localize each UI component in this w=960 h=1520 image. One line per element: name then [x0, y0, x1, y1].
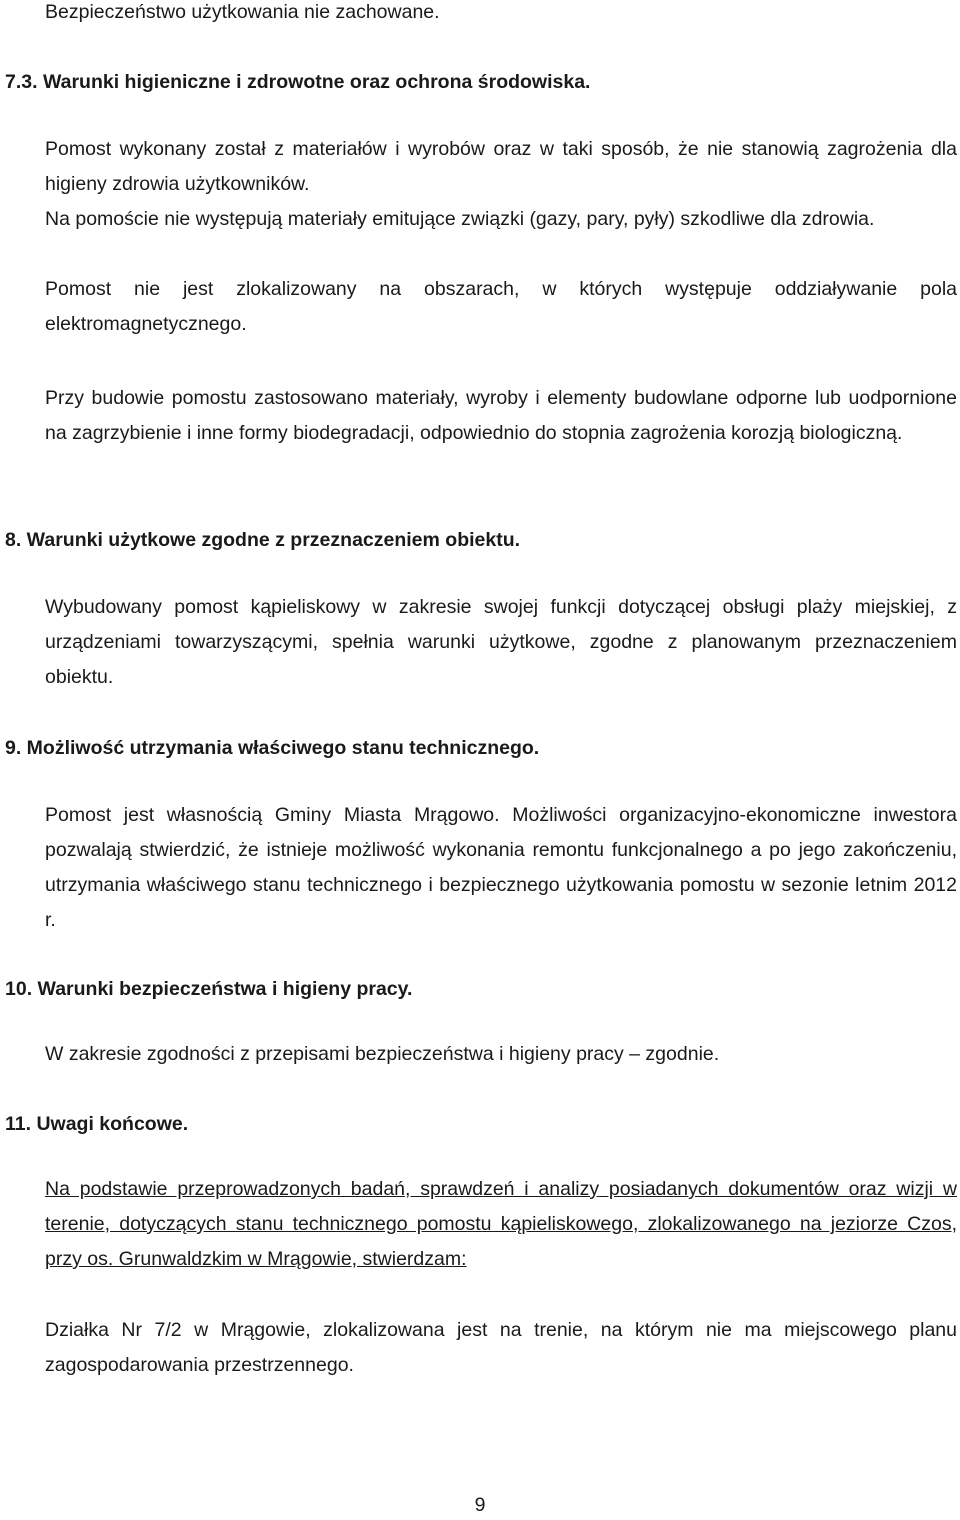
page-number: 9	[474, 1494, 486, 1516]
top-line: Bezpieczeństwo użytkowania nie zachowane.	[45, 1, 440, 23]
section-11-paragraph-1: Na podstawie przeprowadzonych badań, sprawdzeń i analizy posiadanych dokumentów oraz wizji w terenie, dotyczących stanu technicznego pomostu kąpieliskowego, zlokalizowanego na jeziorze Czos, przy os. Grunwaldzkim w Mrągowie, stwierdzam:	[45, 1178, 957, 1270]
section-11-heading: 11. Uwagi końcowe.	[5, 1113, 189, 1135]
section-8-heading: 8. Warunki użytkowe zgodne z przeznaczeniem obiektu.	[5, 529, 521, 551]
section-8-paragraph-1: Wybudowany pomost kąpieliskowy w zakresie swojej funkcji dotyczącej obsługi plaży miejskiej, z urządzeniami towarzyszącymi, spełnia warunki użytkowe, zgodne z planowanym przeznaczeniem obiektu.	[45, 596, 957, 688]
section-10-paragraph-1: W zakresie zgodności z przepisami bezpieczeństwa i higieny pracy – zgodnie.	[45, 1043, 720, 1065]
section-9-paragraph-1: Pomost jest własnością Gminy Miasta Mrągowo. Możliwości organizacyjno-ekonomiczne inwestora pozwalają stwierdzić, że istnieje możliwość wykonania remontu funkcjonalnego a po jego zakończeniu, utrzymania właściwego stanu technicznego i bezpiecznego użytkowania pomostu w sezonie letnim 2012 r.	[45, 804, 957, 931]
section-9-heading: 9. Możliwość utrzymania właściwego stanu technicznego.	[5, 737, 540, 759]
section-7-3-paragraph-2: Na pomoście nie występują materiały emitujące związki (gazy, pary, pyły) szkodliwe dla zdrowia.	[45, 208, 875, 230]
section-11-paragraph-2: Działka Nr 7/2 w Mrągowie, zlokalizowana jest na trenie, na którym nie ma miejscowego planu zagospodarowania przestrzennego.	[45, 1319, 957, 1376]
section-7-3-paragraph-1: Pomost wykonany został z materiałów i wyrobów oraz w taki sposób, że nie stanowią zagrożenia dla higieny zdrowia użytkowników.	[45, 138, 957, 195]
section-7-3-heading: 7.3. Warunki higieniczne i zdrowotne oraz ochrona środowiska.	[5, 71, 591, 93]
section-7-3-paragraph-4: Przy budowie pomostu zastosowano materiały, wyroby i elementy budowlane odporne lub uodpornione na zagrzybienie i inne formy biodegradacji, odpowiednio do stopnia zagrożenia korozją biologiczną.	[45, 387, 957, 444]
section-7-3-paragraph-3: Pomost nie jest zlokalizowany na obszarach, w których występuje oddziaływanie pola elektromagnetycznego.	[45, 278, 957, 335]
section-10-heading: 10. Warunki bezpieczeństwa i higieny pracy.	[5, 978, 413, 1000]
